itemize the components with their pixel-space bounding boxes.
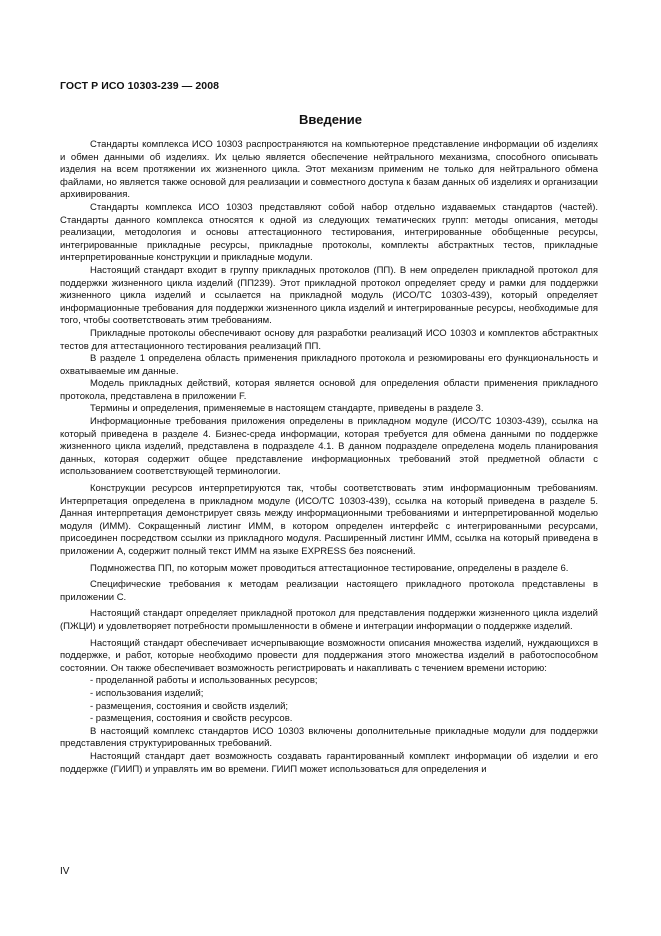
- paragraph-implementation-methods: Специфические требования к методам реализации настоящего прикладного протокола представлены в приложении С.: [60, 579, 598, 603]
- page-number: IV: [60, 866, 70, 877]
- paragraph-activity-model: Модель прикладных действий, которая является основой для определения области применения прикладного протокола, представлена в приложении F.: [60, 378, 598, 402]
- paragraph-resource-interpretation: Конструкции ресурсов интерпретируются так, чтобы соответствовать этим информационным требованиям. Интерпретация определена в прикладном модуле (ИСО/ТС 10303-439), ссылка на который приведена в разделе 5. Данная интерпретация демонстрирует связь между информационными требованиями и интерпретированной моделью модуля (ИММ). Сокращенный листинг ИММ, в котором определен интерфейс с интегрированными ресурсами, присоединен посредством ссылки из прикладного модуля. Расширенный листинг ИММ, ссылка на который приведена в приложении А, содержит полный текст ИММ на языке EXPRESS без пояснений.: [60, 483, 598, 557]
- paragraph-plcs-purpose: Настоящий стандарт определяет прикладной протокол для представления поддержки жизненного цикла изделий (ПЖЦИ) и удовлетворяет потребности промышленности в обмене и интеграции информации о поддержке изделий.: [60, 608, 598, 632]
- document-body: [60, 139, 598, 776]
- section-title: Введение: [299, 112, 362, 127]
- list-item: - размещения, состояния и свойств ресурсов.: [90, 713, 293, 725]
- paragraph-terms: Термины и определения, применяемые в настоящем стандарте, приведены в разделе 3.: [90, 403, 484, 415]
- paragraph-capabilities: Настоящий стандарт обеспечивает исчерпывающие возможности описания множества изделий, нуждающихся в поддержке, и работ, которые необходимо провести для поддержания этого множества изделий в работоспособном состоянии. Он также обеспечивает возможность регистрировать и накапливать с течением времени историю:: [60, 637, 598, 674]
- list-item: - проделанной работы и использованных ресурсов;: [90, 675, 318, 687]
- paragraph-section-1: В разделе 1 определена область применения прикладного протокола и резюмированы его функциональность и охватываемые им данные.: [60, 353, 598, 377]
- document-code-header: ГОСТ Р ИСО 10303-239 — 2008: [60, 80, 220, 92]
- list-item: - использования изделий;: [90, 687, 204, 699]
- paragraph-ap239-intro: Настоящий стандарт входит в группу прикладных протоколов (ПП). В нем определен прикладной протокол для поддержки жизненного цикла изделий (ПП239). Этот прикладной протокол определяет среду и рамки для поддержки жизненного цикла изделий и ссылается на прикладной модуль (ИСО/ТС 10303-439), который определяет информационные требования для поддержки жизненного цикла изделий и интегрированные ресурсы, необходимые для того, чтобы соответствовать этим требованиям.: [60, 264, 598, 327]
- paragraph-information-requirements: Информационные требования приложения определены в прикладном модуле (ИСО/ТС 10303-439), ссылка на который приведена в разделе 4. Бизнес-среда информации, которая требуется для обмена данными по поддержке жизненного цикла изделий, представлена в подразделе 4.1. В данном подразделе определена модель планирования данных, которая содержит общее представление информационных требований этой предметной области с использованием соответствующей терминологии.: [60, 416, 598, 478]
- paragraph-additional-modules: В настоящий комплекс стандартов ИСО 10303 включены дополнительные прикладные модули для поддержки представления структурированных требований.: [60, 725, 598, 750]
- paragraph-conformance-classes: Подмножества ПП, по которым может проводиться аттестационное тестирование, определены в разделе 6.: [90, 562, 569, 574]
- paragraph-product-information-set: Настоящий стандарт дает возможность создавать гарантированный комплект информации об изделии и его поддержке (ГИИП) и управлять им во времени. ГИИП может использоваться для определения и: [60, 750, 598, 775]
- paragraph-iso-scope: Стандарты комплекса ИСО 10303 распространяются на компьютерное представление информации об изделиях и обмен данными об изделиях. Их целью является обеспечение нейтрального механизма, способного описывать изделия на всем протяжении их жизненного цикла. Этот механизм применим не только для нейтрального обмена файлами, но является также основой для реализации и совместного доступа к базам данных об изделиях и организации архивирования.: [60, 139, 598, 201]
- history-list: [60, 675, 598, 725]
- paragraph-application-protocols: Прикладные протоколы обеспечивают основу для разработки реализаций ИСО 10303 и комплектов абстрактных тестов для аттестационного тестирования реализаций ПП.: [60, 327, 598, 352]
- paragraph-standard-series: Стандарты комплекса ИСО 10303 представляют собой набор отдельно издаваемых стандартов (частей). Стандарты данного комплекса относятся к одной из следующих тематических групп: методы описания, методы реализации, методология и основы аттестационного тестирования, интегрированные обобщенные ресурсы, интегрированные прикладные ресурсы, прикладные протоколы, комплекты абстрактных тестов, прикладные интерпретированные конструкции и прикладные модули.: [60, 201, 598, 264]
- list-item: - размещения, состояния и свойств изделий;: [90, 700, 289, 712]
